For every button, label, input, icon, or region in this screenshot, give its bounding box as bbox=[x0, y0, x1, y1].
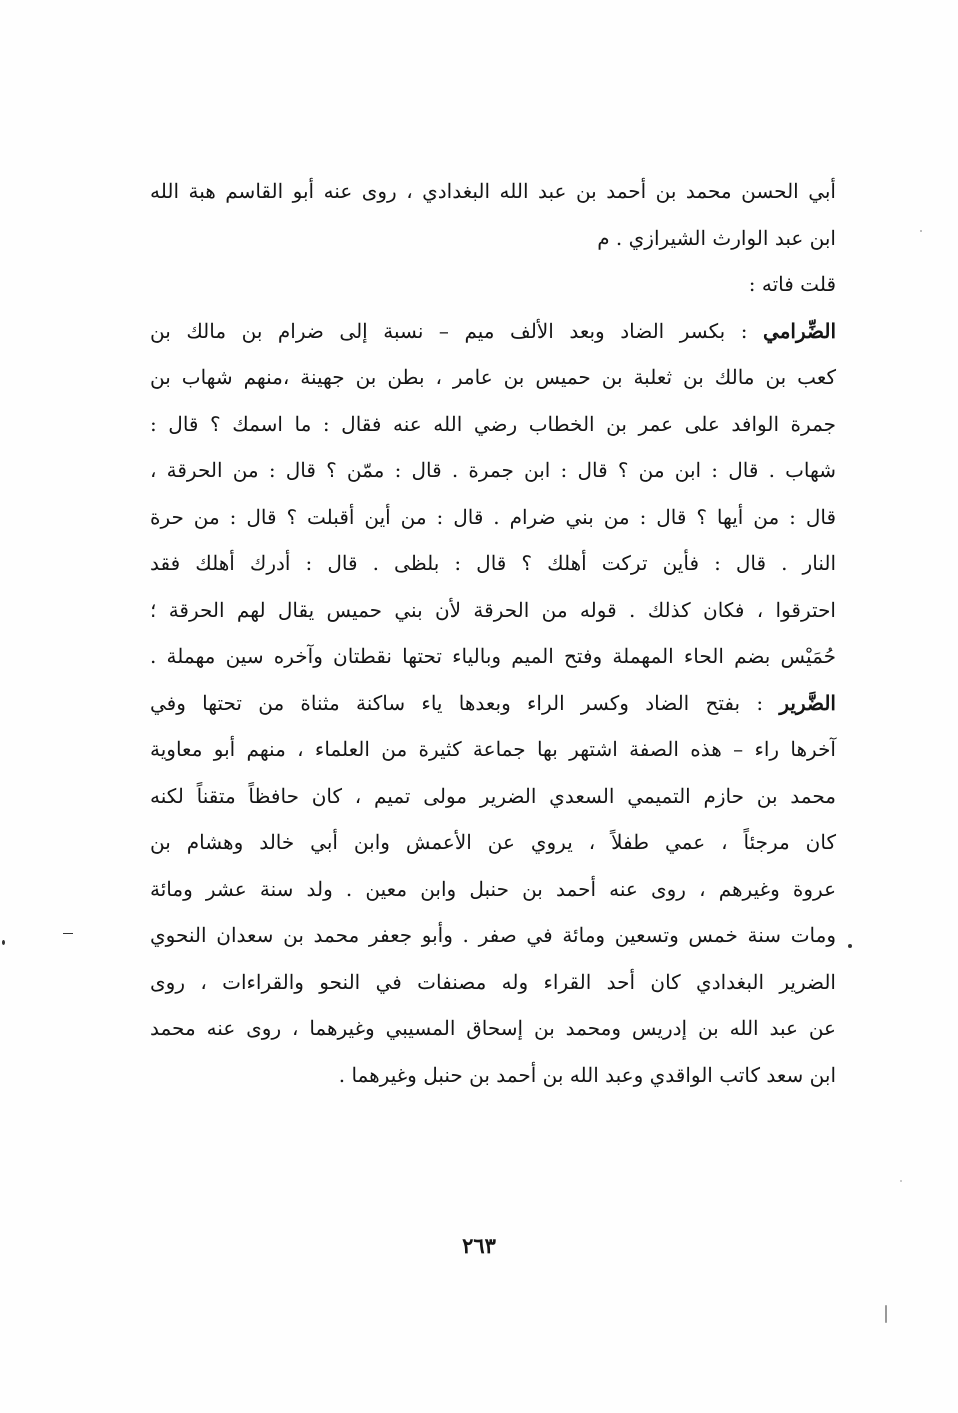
page-number: ٢٦٣ bbox=[462, 1233, 496, 1258]
text-line: الضرير البغدادي كان أحد القراء وله مصنفات في النحو والقراءات ، روى bbox=[150, 969, 836, 994]
text-line: ابن عبد الوارث الشيرازي . م bbox=[597, 225, 836, 250]
scan-speck bbox=[920, 230, 922, 232]
text-line: أبي الحسن محمد بن أحمد بن عبد الله البغدادي ، روى عنه أبو القاسم هبة الله bbox=[150, 179, 836, 203]
text-line: احترقوا ، فكان كذلك . قوله من الحرقة لأن بني حميس يقال لهم الحرقة ؛ bbox=[150, 597, 836, 622]
text-line: شهاب . قال : ابن من ؟ قال : ابن جمرة . قال : ممّن ؟ قال : من الحرقة ، bbox=[150, 458, 836, 482]
text-line: محمد بن حازم التميمي السعدي الضرير مولى تميم ، كان حافظاً متقناً لكنه bbox=[150, 783, 836, 808]
entry-dirami-first-line bbox=[150, 308, 836, 355]
text-line: النار . قال : فأين تركت أهلك ؟ قال : بلظى . قال : أدرك أهلك فقد bbox=[150, 551, 836, 575]
text-line: عروة وغيرهم ، روى عنه أحمد بن حنبل وابن معين . ولد سنة عشر ومائة bbox=[150, 876, 836, 901]
scan-speck bbox=[885, 1305, 887, 1323]
entry-lemma-darir: الضَّرير bbox=[779, 690, 836, 715]
scan-speck bbox=[63, 933, 73, 934]
text-line: قال : من أيها ؟ قال : من بني ضرام . قال : من أين أقبلت ؟ قال : من حرة bbox=[150, 504, 836, 529]
text-line: ومات سنة خمس وتسعين ومائة في صفر . وأبو جعفر محمد بن سعدان النحوي bbox=[150, 923, 836, 947]
text-line: عن عبد الله بن إدريس ومحمد بن إسحاق المسيبي وغيرهما ، روى عنه محمد bbox=[150, 1016, 836, 1040]
scan-speck bbox=[2, 940, 5, 945]
text-line: ابن سعد كاتب الواقدي وعبد الله بن أحمد بن حنبل وغيرهما . bbox=[338, 1062, 836, 1087]
entry-text: : بكسر الضاد وبعد الألف ميم – نسبة إلى ضرام بن مالك بن bbox=[150, 318, 764, 343]
section-heading: قلت فاته : bbox=[748, 272, 836, 296]
text-line: كعب بن مالك بن ثعلبة بن حميس بن عامر ، بطن بن جهينة ،منهم شهاب بن bbox=[150, 365, 836, 389]
entry-darir-first-line bbox=[150, 680, 836, 727]
entry-text: : بفتح الضاد وكسر الراء وبعدها ياء ساكنة مثناة من تحتها وفي bbox=[150, 690, 780, 715]
scan-speck bbox=[848, 944, 852, 948]
body-text bbox=[150, 168, 836, 1098]
text-line: كان مرجئاً ، عمي طفلاً ، يروي عن الأعمش وابن أبي خالد وهشام بن bbox=[150, 830, 836, 854]
text-line: حُمَيْس بضم الحاء المهملة وفتح الميم وبالياء تحتها نقطتان وآخره سين مهملة . bbox=[150, 644, 836, 668]
scan-speck bbox=[900, 1180, 902, 1182]
entry-lemma-dirami: الضِّرامي bbox=[763, 318, 836, 343]
text-line: آخرها راء – هذه الصفة اشتهر بها جماعة كثيرة من العلماء ، منهم أبو معاوية bbox=[150, 737, 836, 761]
text-line: جمرة الوافد على عمر بن الخطاب رضي الله عنه فقال : ما اسمك ؟ قال : bbox=[150, 411, 836, 436]
